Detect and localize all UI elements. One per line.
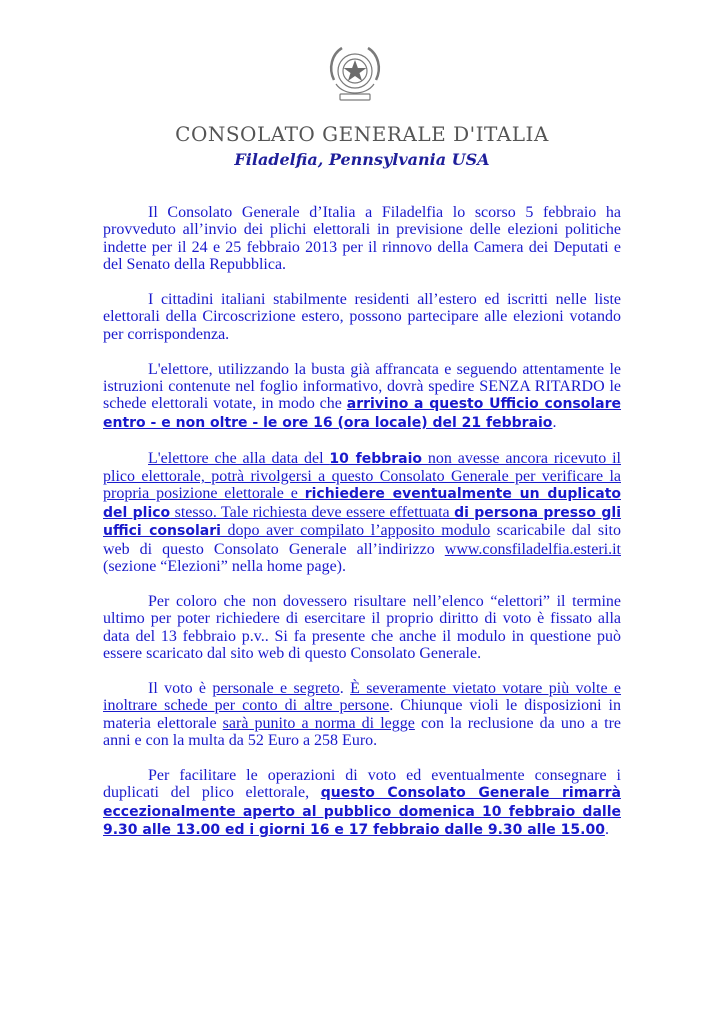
- paragraph-text: .: [339, 679, 351, 697]
- paragraph-text: .: [552, 413, 557, 431]
- paragraph: [103, 361, 621, 433]
- underlined-text: sarà punito a norma di legge: [222, 714, 415, 732]
- paragraph-text: . Chiunque violi le disposizioni in materia elettorale: [103, 697, 622, 732]
- underlined-text: stesso. Tale richiesta deve essere effettuata: [170, 503, 455, 521]
- paragraph-text: (sezione “Elezioni” nella home page).: [103, 558, 346, 576]
- consulate-title: CONSOLATO GENERALE D'ITALIA: [175, 122, 549, 146]
- emphasized-text: arrivino a questo Ufficio consolare entro - e non oltre - le ore 16 (ora locale) del 21 febbraio: [103, 396, 622, 431]
- emphasized-text: questo Consolato Generale rimarrà eccezionalmente aperto al pubblico domenica 10 febbraio dalle 9.30 alle 13.00 ed i giorni 16 e 17 febbraio dalle 9.30 alle 15.00: [103, 785, 621, 839]
- emphasized-text: di persona presso gli uffici consolari: [103, 504, 621, 540]
- paragraph-text: .: [604, 821, 609, 839]
- paragraph-text: Il Consolato Generale d’Italia a Filadelfia lo scorso 5 febbraio ha provveduto all’invio dei plichi elettorali in previsione delle elezioni politiche indette per il 24 e 25 febbraio 2013 per il rinnovo della Camera dei Deputati e del Senato della Repubblica.: [103, 204, 621, 274]
- paragraph-text: L'elettore, utilizzando la busta già affrancata e seguendo attentamente le istruzioni contenute nel foglio informativo, dovrà spedire SENZA RITARDO le schede elettorali votate, in modo che: [103, 360, 621, 413]
- underlined-text: non avesse ancora ricevuto il plico elettorale, potrà rivolgersi a questo Consolato Generale per verificare la propria posizione elettorale e: [103, 449, 621, 503]
- document-body: [103, 204, 621, 857]
- underlined-text: L'elettore che alla data del: [148, 449, 330, 467]
- paragraph: [103, 204, 621, 274]
- paragraph-text: scaricabile dal sito web di questo Consolato Generale all’indirizzo: [103, 522, 621, 558]
- paragraph-text: Per coloro che non dovessero risultare nell’elenco “elettori” il termine ultimo per poter richiedere di esercitare il proprio diritto di voto è fissato alla data del 13 febbraio p.v.. Si fa presente che anche il modulo in questione può essere scaricato dal sito web di questo Consolato Generale.: [103, 592, 621, 663]
- paragraph: [103, 291, 621, 343]
- paragraph-text: I cittadini italiani stabilmente residenti all’estero ed iscritti nelle liste elettorali della Circoscrizione estero, possono partecipare alle elezioni votando per corrispondenza.: [103, 291, 621, 343]
- italian-republic-emblem-icon: [322, 40, 388, 106]
- paragraph: [103, 593, 621, 663]
- paragraph: [103, 450, 621, 576]
- underlined-text: www.consfiladelfia.esteri.it: [444, 540, 621, 558]
- underlined-text: personale e segreto: [212, 679, 340, 697]
- paragraph: [103, 767, 621, 840]
- paragraph-text: con la reclusione da uno a tre anni e con la multa da 52 Euro a 258 Euro.: [103, 714, 621, 750]
- paragraph-text: Per facilitare le operazioni di voto ed eventualmente consegnare i duplicati del plico elettorale,: [103, 766, 621, 802]
- underlined-text: dopo aver compilato l’apposito modulo: [220, 522, 491, 540]
- paragraph-text: Il voto è: [148, 679, 213, 697]
- emphasized-text: richiedere eventualmente un duplicato del plico: [103, 486, 621, 521]
- underlined-text: È severamente vietato votare più volte e inoltrare schede per conto di altre persone: [103, 679, 622, 715]
- emphasized-text: 10 febbraio: [329, 450, 423, 467]
- consulate-location: Filadelfia, Pennsylvania USA: [234, 150, 490, 169]
- paragraph: [103, 680, 621, 750]
